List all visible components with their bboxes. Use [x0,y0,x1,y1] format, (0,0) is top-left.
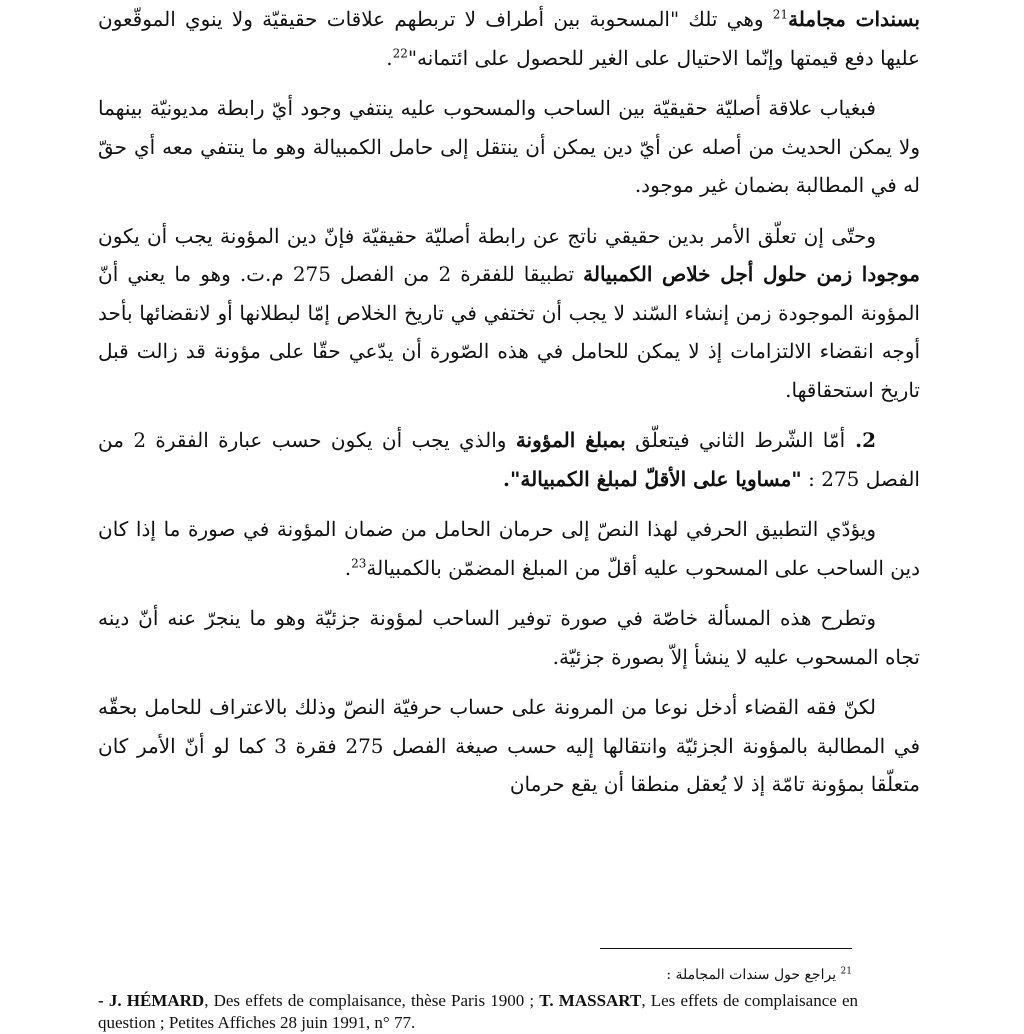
text-run: فبغياب علاقة أصليّة حقيقيّة بين الساحب والمسحوب عليه ينتفي وجود أيّ رابطة مديونيّة بينهما ولا يمكن الحديث من أصله عن أيّ دين يمكن أن ينتقل إلى حامل الكمبيالة وهو ما ينتفي معه أي حقّ له في المطالبة بضمان غير موجود. [98,96,920,197]
text-run: . [386,45,393,70]
footnote-text: يراجع حول سندات المجاملة : [666,967,841,983]
bold-text: "مساويا على الأقلّ لمبلغ الكمبيالة". [503,466,802,491]
footnote-21-arabic [666,966,852,984]
bold-text: بسندات مجاملة [788,7,920,31]
footnote-reference: 22 [392,45,408,60]
author-name: T. MASSART [539,991,642,1010]
footnote-separator [600,948,852,949]
text-run: ويؤدّي التطبيق الحرفي لهذا النصّ إلى حرمان الحامل من ضمان المؤونة في صورة ما إذا كان دين الساحب على المسحوب عليه أقلّ من المبلغ المضمّن بالكمبيالة [98,517,920,580]
text-run: والذي يجب أن يكون حسب عبارة الفقرة 2 من الفصل 275 : [98,428,920,491]
body-text [98,0,920,816]
reference-text: , Des effets de complaisance, thèse Paris 1900 ; [204,991,540,1010]
text-run: وهي تلك "المسحوبة بين أطراف لا تربطهم علاقات حقيقيّة ولا ينوي الموقّعون عليها دفع قيمتها وإنّما الاحتيال على الغير للحصول على ائتمانه" [98,7,920,70]
paragraph [98,599,920,676]
text-run: وحتّى إن تعلّق الأمر بدين حقيقي ناتج عن رابطة أصليّة حقيقيّة فإنّ دين المؤونة يجب أن يكون [98,223,876,248]
paragraph [98,510,920,587]
bold-text: 2. [845,428,876,452]
text-run: . [344,555,352,580]
paragraph [98,421,920,498]
text-run: لكنّ فقه القضاء أدخل نوعا من المرونة على حساب حرفيّة النصّ وذلك بالاعتراف للحامل بحقّه في المطالبة بالمؤونة الجزئيّة وانتقالها إليه حسب صيغة الفصل 275 فقرة 3 كما لو أنّ الأمر كان متعلّقا بمؤونة تامّة إذ لا يُعقل منطقا أن يقع حرمان [98,695,921,796]
text-run: أمّا الشّرط الثاني فيتعلّق [625,428,846,452]
paragraph [98,0,920,77]
bold-text: بمبلغ المؤونة [515,428,626,452]
footnote-reference: 21 [772,7,789,22]
text-run: تطبيقا للفقرة 2 من الفصل 275 م.ت. وهو ما يعني أنّ المؤونة الموجودة زمن إنشاء السّند لا يجب أن تختفي في تاريخ الخلاص إمّا لبطلانها أو لانقضائها بأحد أوجه انقضاء الالتزامات إذ لا يمكن للحامل في هذه الصّورة أن يدّعي حقّا على مؤونة قد زالت قبل تاريخ استحقاقها. [98,262,920,402]
reference-text: , Les effets de complaisance en question ; Petites Affiches 28 juin 1991, n° 77. [98,991,859,1032]
paragraph [98,217,920,410]
bold-text: موجودا زمن حلول أجل خلاص الكمبيالة [583,262,920,286]
paragraph [98,688,920,804]
footnote-reference: 23 [351,555,367,570]
author-name: - J. HÉMARD [98,991,205,1010]
footnote-21-references [98,990,858,1034]
text-run: وتطرح هذه المسألة خاصّة في صورة توفير الساحب لمؤونة جزئيّة وهو ما ينجرّ عنه أنّ دينه تجاه المسحوب عليه لا ينشأ إلاّ بصورة جزئيّة. [98,606,920,669]
footnote-number: 21 [840,966,852,977]
paragraph [98,89,920,205]
